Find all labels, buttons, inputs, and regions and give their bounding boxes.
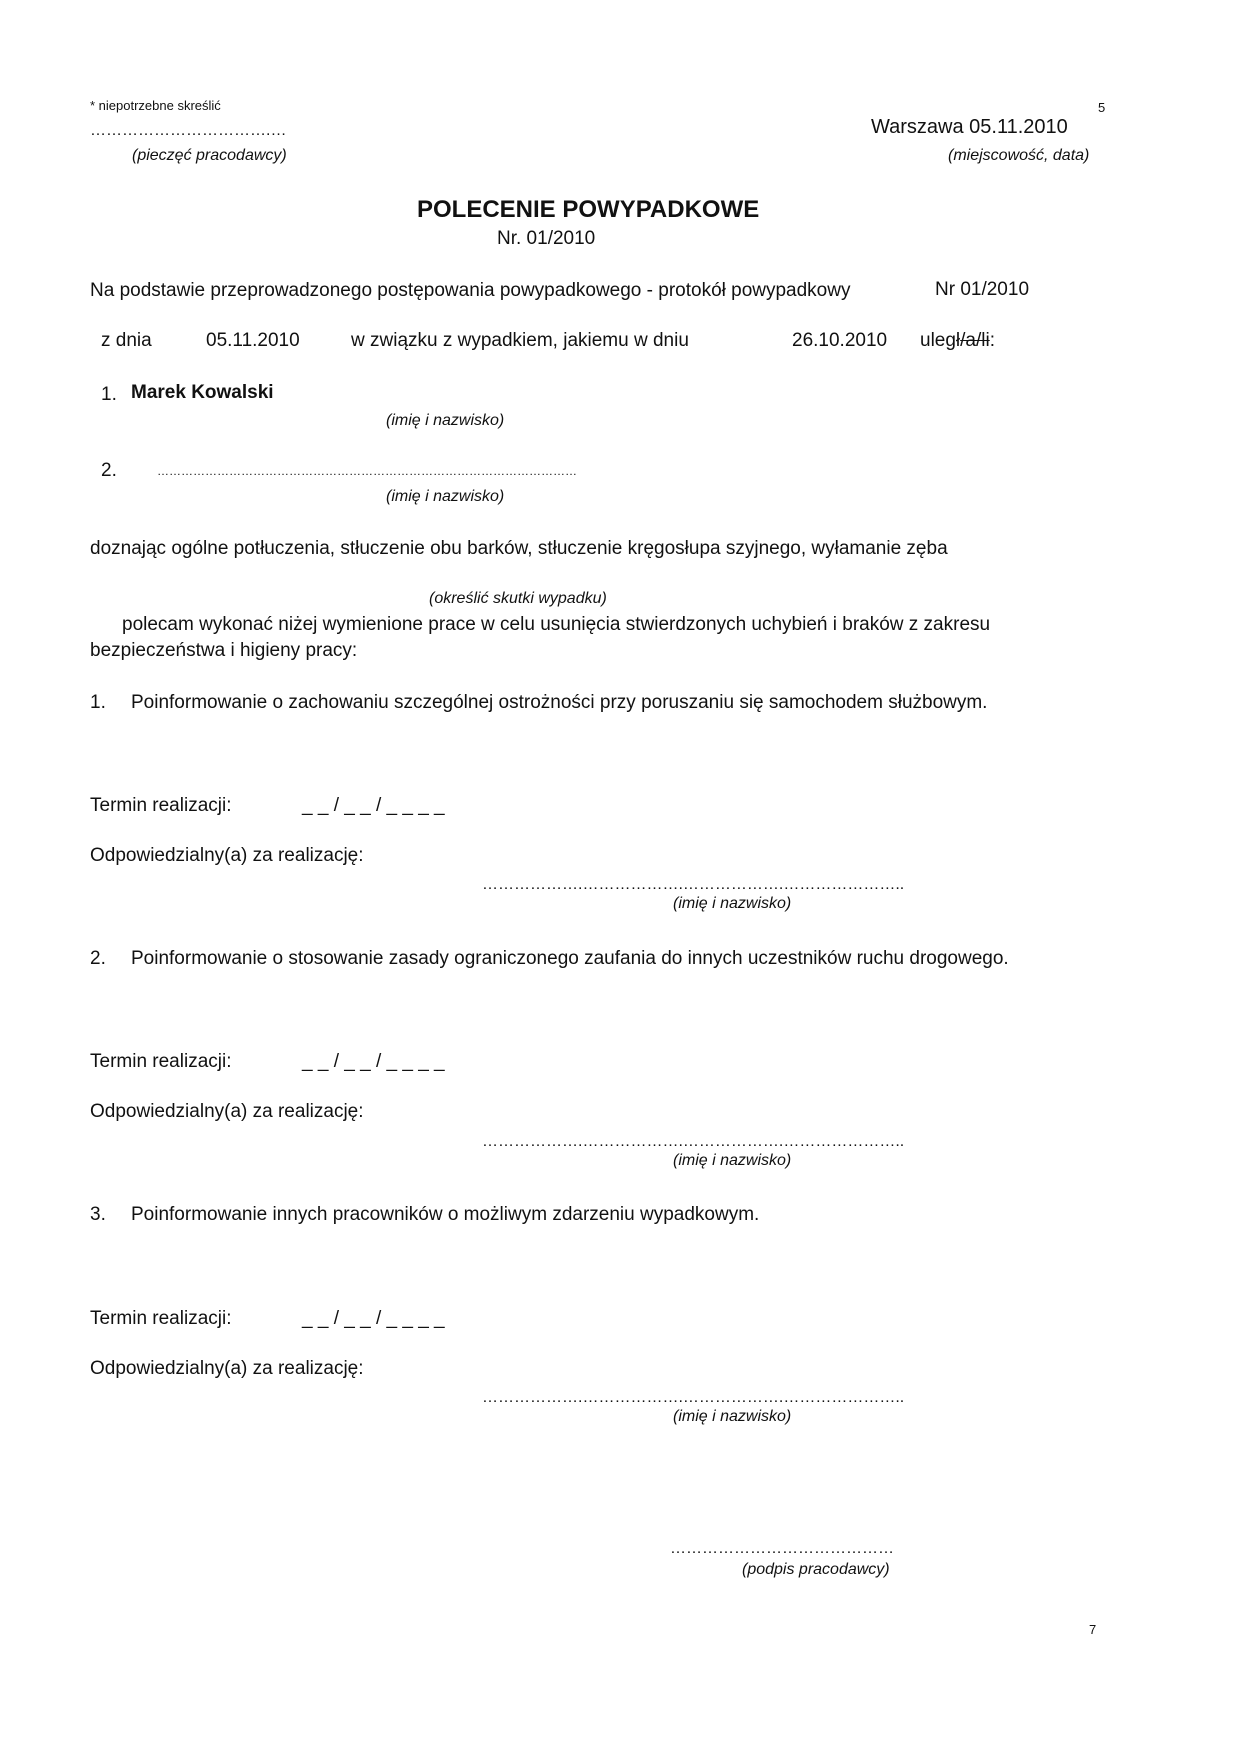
stamp-caption: (pieczęć pracodawcy) (132, 147, 287, 164)
task-2-text: Poinformowanie o stosowanie zasady ograniczonego zaufania do innych uczestników ruchu drogowego. (131, 948, 1009, 969)
accident-date: 26.10.2010 (792, 330, 888, 351)
task-1-deadline-label: Termin realizacji: (90, 795, 232, 816)
task-1-deadline-value: _ _ / _ _ / _ _ _ _ (302, 795, 445, 816)
task-1-responsible-caption: (imię i nazwisko) (673, 895, 792, 912)
task-1-responsible-label: Odpowiedzialny(a) za realizację: (90, 845, 364, 866)
effects-text: doznając ogólne potłuczenia, stłuczenie obu barków, stłuczenie kręgosłupa szyjnego, wyłamanie zęba (90, 538, 948, 559)
task-3-responsible-dots: ……………….……………….……………….………………….. (482, 1389, 905, 1406)
protocol-number: Nr 01/2010 (935, 279, 1030, 300)
ulegl-struck: /a/li (960, 330, 990, 351)
person-1-number: 1. (101, 384, 117, 405)
signature-dots: …………………………………… (670, 1540, 894, 1557)
task-1-responsible-dots: ……………….……………….……………….………………….. (482, 876, 905, 893)
place-date-caption: (miejscowość, data) (948, 147, 1090, 164)
page-number-top: 5 (1098, 100, 1106, 115)
task-1-text: Poinformowanie o zachowaniu szczególnej ostrożności przy poruszaniu się samochodem służbowym. (131, 692, 988, 713)
task-1-number: 1. (90, 692, 106, 713)
task-2-number: 2. (90, 948, 106, 969)
task-3-deadline-value: _ _ / _ _ / _ _ _ _ (302, 1308, 445, 1329)
task-2-deadline-label: Termin realizacji: (90, 1051, 232, 1072)
ulegl-field (920, 330, 995, 352)
footnote: * niepotrzebne skreślić (90, 98, 221, 113)
protocol-date: 05.11.2010 (206, 330, 300, 351)
task-3-number: 3. (90, 1204, 106, 1225)
person-2-name: …………………………………………………………………………………………… (157, 464, 577, 478)
intro-line: Na podstawie przeprowadzonego postępowania powypadkowego - protokół powypadkowy (90, 280, 851, 301)
task-3-deadline-label: Termin realizacji: (90, 1308, 232, 1329)
document-title: POLECENIE POWYPADKOWE (417, 196, 760, 223)
task-2-responsible-label: Odpowiedzialny(a) za realizację: (90, 1101, 364, 1122)
place-date: Warszawa 05.11.2010 (871, 116, 1068, 138)
task-3-text: Poinformowanie innych pracowników o możliwym zdarzeniu wypadkowym. (131, 1204, 760, 1225)
person-1-name: Marek Kowalski (131, 382, 274, 403)
ulegl-base: uległ (920, 330, 961, 351)
order-line-2: bezpieczeństwa i higieny pracy: (90, 640, 358, 661)
document-number: Nr. 01/2010 (497, 228, 596, 249)
accident-clause: w związku z wypadkiem, jakiemu w dniu (351, 330, 689, 351)
z-dnia-label: z dnia (101, 330, 152, 351)
ulegl-colon: : (989, 330, 996, 351)
task-2-deadline-value: _ _ / _ _ / _ _ _ _ (302, 1051, 445, 1072)
page-number-bottom: 7 (1089, 1622, 1097, 1637)
signature-caption: (podpis pracodawcy) (742, 1561, 890, 1578)
task-3-responsible-label: Odpowiedzialny(a) za realizację: (90, 1358, 364, 1379)
task-2-responsible-caption: (imię i nazwisko) (673, 1152, 792, 1169)
task-3-responsible-caption: (imię i nazwisko) (673, 1408, 792, 1425)
order-line-1: polecam wykonać niżej wymienione prace w celu usunięcia stwierdzonych uchybień i braków z zakresu (122, 614, 991, 635)
person-2-caption: (imię i nazwisko) (386, 488, 505, 505)
person-2-number: 2. (101, 460, 117, 481)
person-1-caption: (imię i nazwisko) (386, 412, 505, 429)
effects-caption: (określić skutki wypadku) (429, 590, 607, 607)
stamp-dots: …………………………….… (90, 122, 287, 139)
task-2-responsible-dots: ……………….……………….……………….………………….. (482, 1133, 905, 1150)
